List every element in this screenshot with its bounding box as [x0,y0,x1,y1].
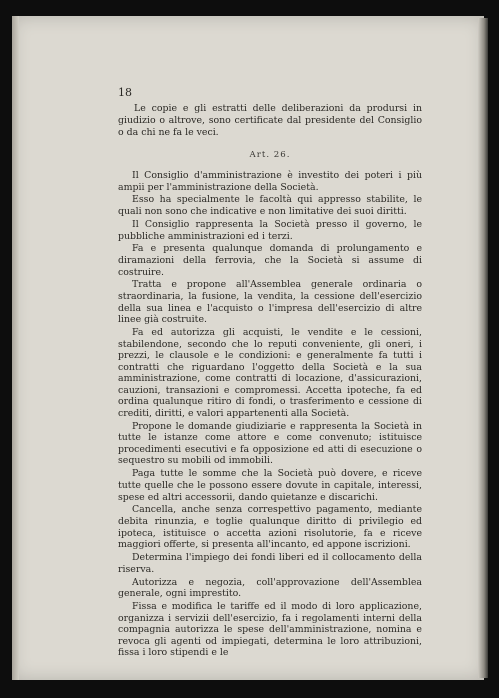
article-heading: Art. 26. [249,150,291,160]
paragraph: Fa ed autorizza gli acquisti, le vendite e le cessioni, stabilendone, secondo che lo reputi conveniente, gli oneri, i prezzi, le clausole e le condizioni: e generalmente fa tutti i contratti che riguardano l'oggetto della Società e la sua amministrazione, come contratti di locazione, d'assicurazioni, cauzioni, transazioni e compromessi. Accetta ipoteche, fa ed ordina qualunque ritiro di fondi, o trasferimento e cessione di crediti, diritti, e valori appartenenti alla Società. [118,327,422,419]
paragraph: Paga tutte le somme che la Società può dovere, e riceve tutte quelle che le possono essere dovute in capitale, interessi, spese ed altri accessorii, dando quietanze e discarichi. [118,468,422,503]
paragraph: Fa e presenta qualunque domanda di prolungamento e diramazioni della ferrovia, che la Società si assume di costruire. [118,243,422,278]
paragraph: Tratta e propone all'Assemblea generale ordinaria o straordinaria, la fusione, la vendita, la cessione dell'esercizio della sua linea e l'acquisto o l'impresa dell'esercizio di altre linee già costruite. [118,279,422,326]
paragraph: Propone le domande giudiziarie e rappresenta la Società in tutte le istanze come attore e come convenuto; istituisce procedimenti esecutivi e fa opposizione ed atti di esecuzione o sequestro su mobili od immobili. [118,420,422,467]
page-number: 18 [118,86,132,99]
paragraph: Cancella, anche senza correspettivo pagamento, mediante debita rinunzia, e toglie qualunque diritto di privilegio ed ipoteca, istituisce o accetta azioni risolutorie, fa e riceve maggiori offerte, si presenta all'incanto, ed appone iscrizioni. [118,504,422,551]
paragraph: Autorizza e negozia, coll'approvazione dell'Assemblea generale, ogni imprestito. [118,576,422,600]
page-binding-edge [12,16,19,680]
paragraph: Il Consiglio rappresenta la Società presso il governo, le pubbliche amministrazioni ed i terzi. [118,218,422,242]
paragraph: Determina l'impiego dei fondi liberi ed il collocamento della riserva. [118,552,422,575]
article-body [118,170,422,660]
intro-paragraph [118,103,422,139]
paragraph: Esso ha specialmente le facoltà qui appresso stabilite, le quali non sono che indicative e non limitative dei suoi diritti. [118,194,422,218]
intro-text: Le copie e gli estratti delle deliberazioni da prodursi in giudizio o altrove, sono certificate dal presidente del Consiglio o da chi ne fa le veci. [118,103,422,138]
paragraph: Il Consiglio d'amministrazione è investito dei poteri i più ampii per l'amministrazione della Società. [118,170,422,193]
paragraph: Fissa e modifica le tariffe ed il modo di loro applicazione, organizza i servizii dell'esercizio, fa i regolamenti interni della compagnia autorizza le spese dell'amministrazione, nomina e revoca gli agenti od impiegati, determina le loro attribuzioni, fissa i loro stipendi e le [118,600,422,659]
page-fore-edge [478,18,488,678]
